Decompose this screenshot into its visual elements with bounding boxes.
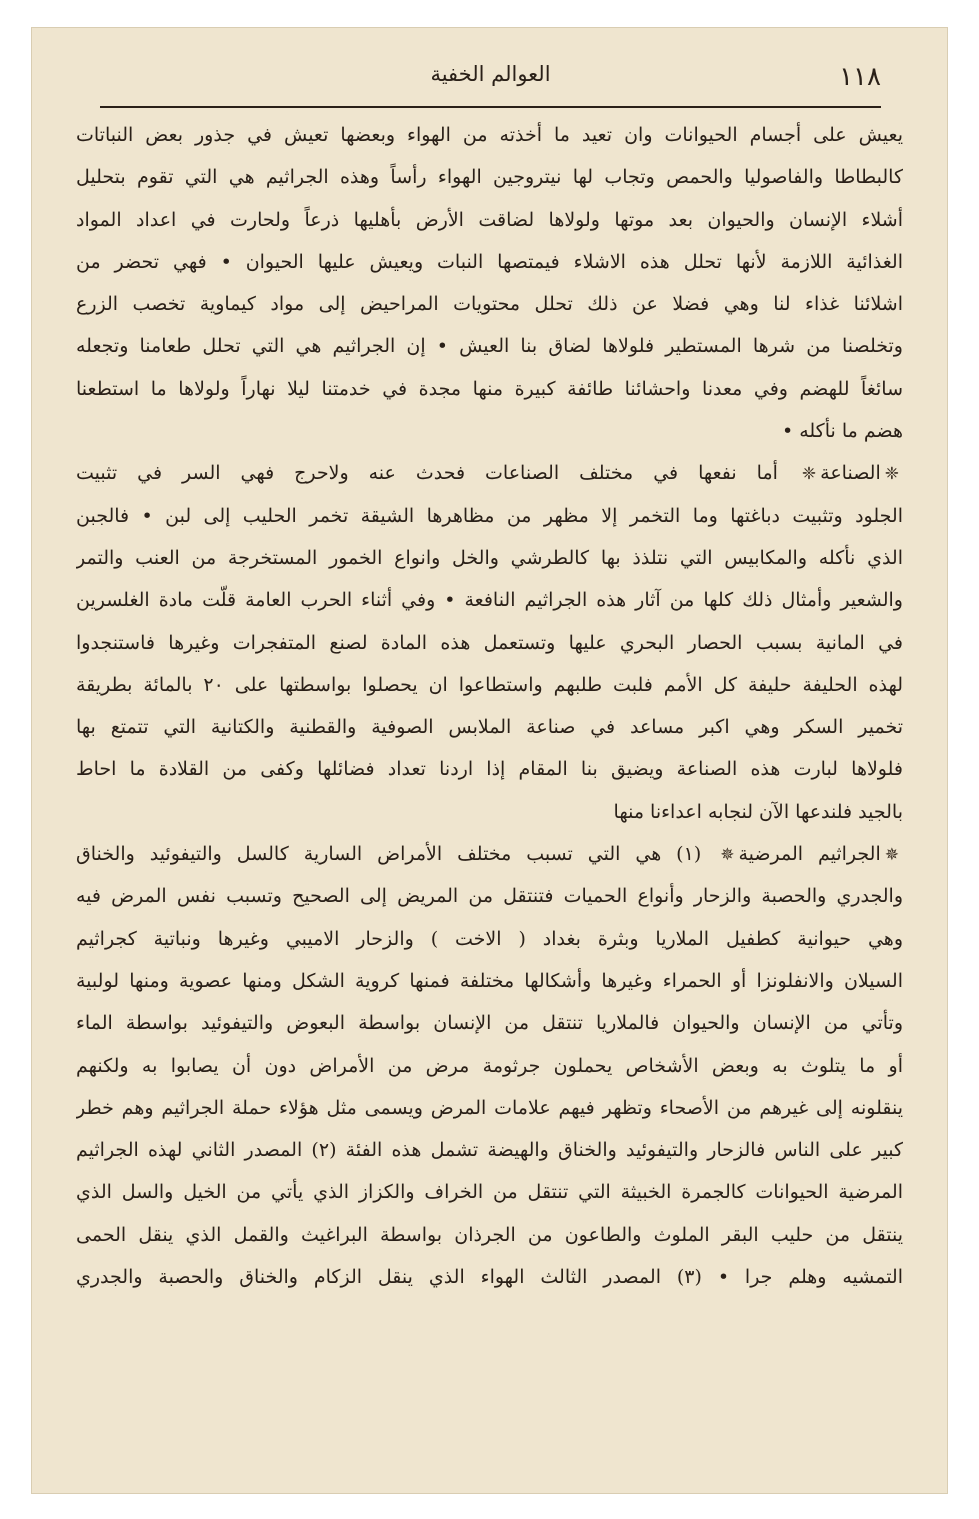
text-line: ينقلونه إلى غيرهم من الأصحاء وتظهر فيهم علامات المرض ويسمى مثل هؤلاء حملة الجراثيم وهم خطر	[76, 1096, 903, 1119]
text-line: التمشيه وهلم جرا • (٣) المصدر الثالث الهواء الذي ينقل الزكام والخناق والحصبة والجدري	[76, 1266, 903, 1289]
section-label-industry: الصناعة	[820, 462, 881, 485]
text-line: سائغاً للهضم وفي معدنا واحشائنا طائفة كبيرة منها مجدة في خدمتنا ليلا نهاراً ولولاها ما استطعنا	[76, 377, 903, 400]
section-heading-line-industry	[76, 452, 903, 494]
page-number: ١١٨	[839, 62, 881, 92]
text-line: يعيش على أجسام الحيوانات وان تعيد ما أخذته من الهواء وبعضها تعيش في جذور بعض النباتات	[76, 124, 903, 146]
text-line: المرضية الحيوانات كالجمرة الخبيثة التي تنتقل من الخراف والكزاز الذي يأتي من الخيل والسل الذي	[76, 1181, 903, 1204]
section-first-line: (١) هي التي تسبب مختلف الأمراض السارية كالسل والتيفوئيد والخناق	[76, 843, 702, 866]
text-line: ينتقل من حليب البقر الملوث والطاعون من الجرذان بواسطة البراغيث والقمل الذي ينقل الحمى	[76, 1223, 903, 1246]
ornament-icon: ❈	[801, 464, 817, 485]
ornament-icon: ❈	[884, 464, 899, 485]
text-line: بالجيد فلندعها الآن لنجابه اعداءنا منها	[613, 800, 903, 823]
page-body	[76, 114, 903, 1453]
page-header	[92, 58, 889, 100]
text-line: فلولاها لبارت هذه الصناعة ويضيق بنا المقام إذا اردنا تعداد فضائلها وكفى من القلادة ما احاط	[76, 758, 903, 781]
header-rule	[100, 106, 881, 108]
text-line: والجدري والحصبة والزحار وأنواع الحميات فتنتقل من المريض إلى الصحيح وتسبب نفس المرض فيه	[76, 885, 903, 908]
text-line: هضم ما نأكله •	[781, 420, 903, 443]
text-line: وهي حيوانية كطفيل الملاريا وبثرة بغداد ( الاخت ) والزحار الاميبي وغيرها ونباتية كجراثيم	[76, 927, 903, 950]
running-title: العوالم الخفية	[430, 62, 551, 86]
text-line: لهذه الحليفة حليفة كل الأمم فلبت طلبهم واستطاعوا ان يحصلوا بواسطتها على ٢٠ بالمائة بطريقة	[76, 673, 903, 696]
section-first-line: أما نفعها في مختلف الصناعات فحدث عنه ولاحرج فهي السر في تثبيت	[76, 462, 778, 485]
text-line: في المانية بسبب الحصار البحري عليها وتستعمل هذه المادة لصنع المتفجرات وغيرها فاستنجدوا	[76, 631, 903, 654]
text-line: وتأتي من الإنسان والحيوان فالملاريا تنتقل من الإنسان بواسطة البعوض والتيفوئيد بواسطة الماء	[76, 1012, 903, 1035]
ornament-icon: ✵	[884, 845, 899, 866]
text-line: أشلاء الإنسان والحيوان بعد موتها ولولاها لضاقت الأرض بأهليها ذرعاً ولحارت في اعداد المواد	[76, 208, 903, 231]
text-line: الذي نأكله والمكابيس التي نتلذذ بها كالطرشي والخل وانواع الخمور المستخرجة من العنب والتمر	[76, 546, 903, 569]
text-line: السيلان والانفلونزا أو الحمراء وغيرها وأشكالها مختلفة فمنها كروية الشكل ومنها عصوية ومنها لولبية	[76, 969, 903, 992]
text-line: اشلائنا غذاء لنا وهي فضلا عن ذلك تحلل محتويات المراحيض إلى مواد كيماوية تخصب الزرع	[76, 293, 903, 316]
text-line: كبير على الناس فالزحار والتيفوئيد والخناق والهيضة تشمل هذه الفئة (٢) المصدر الثاني لهذه الجراثيم	[76, 1139, 903, 1162]
text-line: تخمير السكر وهي اكبر مساعد في صناعة الملابس الصوفية والقطنية والكتانية التي تتمتع بها	[76, 716, 903, 739]
section-label-pathogens: الجراثيم المرضية	[738, 843, 881, 866]
ornament-icon: ✵	[720, 845, 735, 866]
text-line: والشعير وأمثال ذلك كلها من آثار هذه الجراثيم النافعة • وفي أثناء الحرب العامة قلّت مادة الغلسرين	[76, 589, 903, 612]
text-line: وتخلصنا من شرها المستطير فلولاها لضاق بنا العيش • إن الجراثيم هي التي تحلل طعامنا وتجعله	[76, 335, 903, 358]
text-line: الجلود وتثبيت دباغتها وما التخمر إلا مظهر من مظاهرها الشيقة تخمر الحليب إلى لبن • فالجبن	[76, 504, 903, 527]
text-line: الغذائية اللازمة لأنها تحلل هذه الاشلاء فيمتصها النبات ويعيش عليها الحيوان • فهي تحضر من	[76, 250, 903, 273]
book-page	[32, 28, 947, 1493]
text-line: كالبطاطا والفاصوليا والحمص وتجاب لها نيتروجين الهواء رأساً وهذه الجراثيم هي التي تقوم بتحليل	[76, 166, 903, 189]
text-line: أو ما يتلوث به وبعض الأشخاص يحملون جرثومة مرض من الأمراض دون أن يصابوا به ولكنهم	[76, 1054, 903, 1077]
section-heading-line-pathogens	[76, 833, 903, 875]
